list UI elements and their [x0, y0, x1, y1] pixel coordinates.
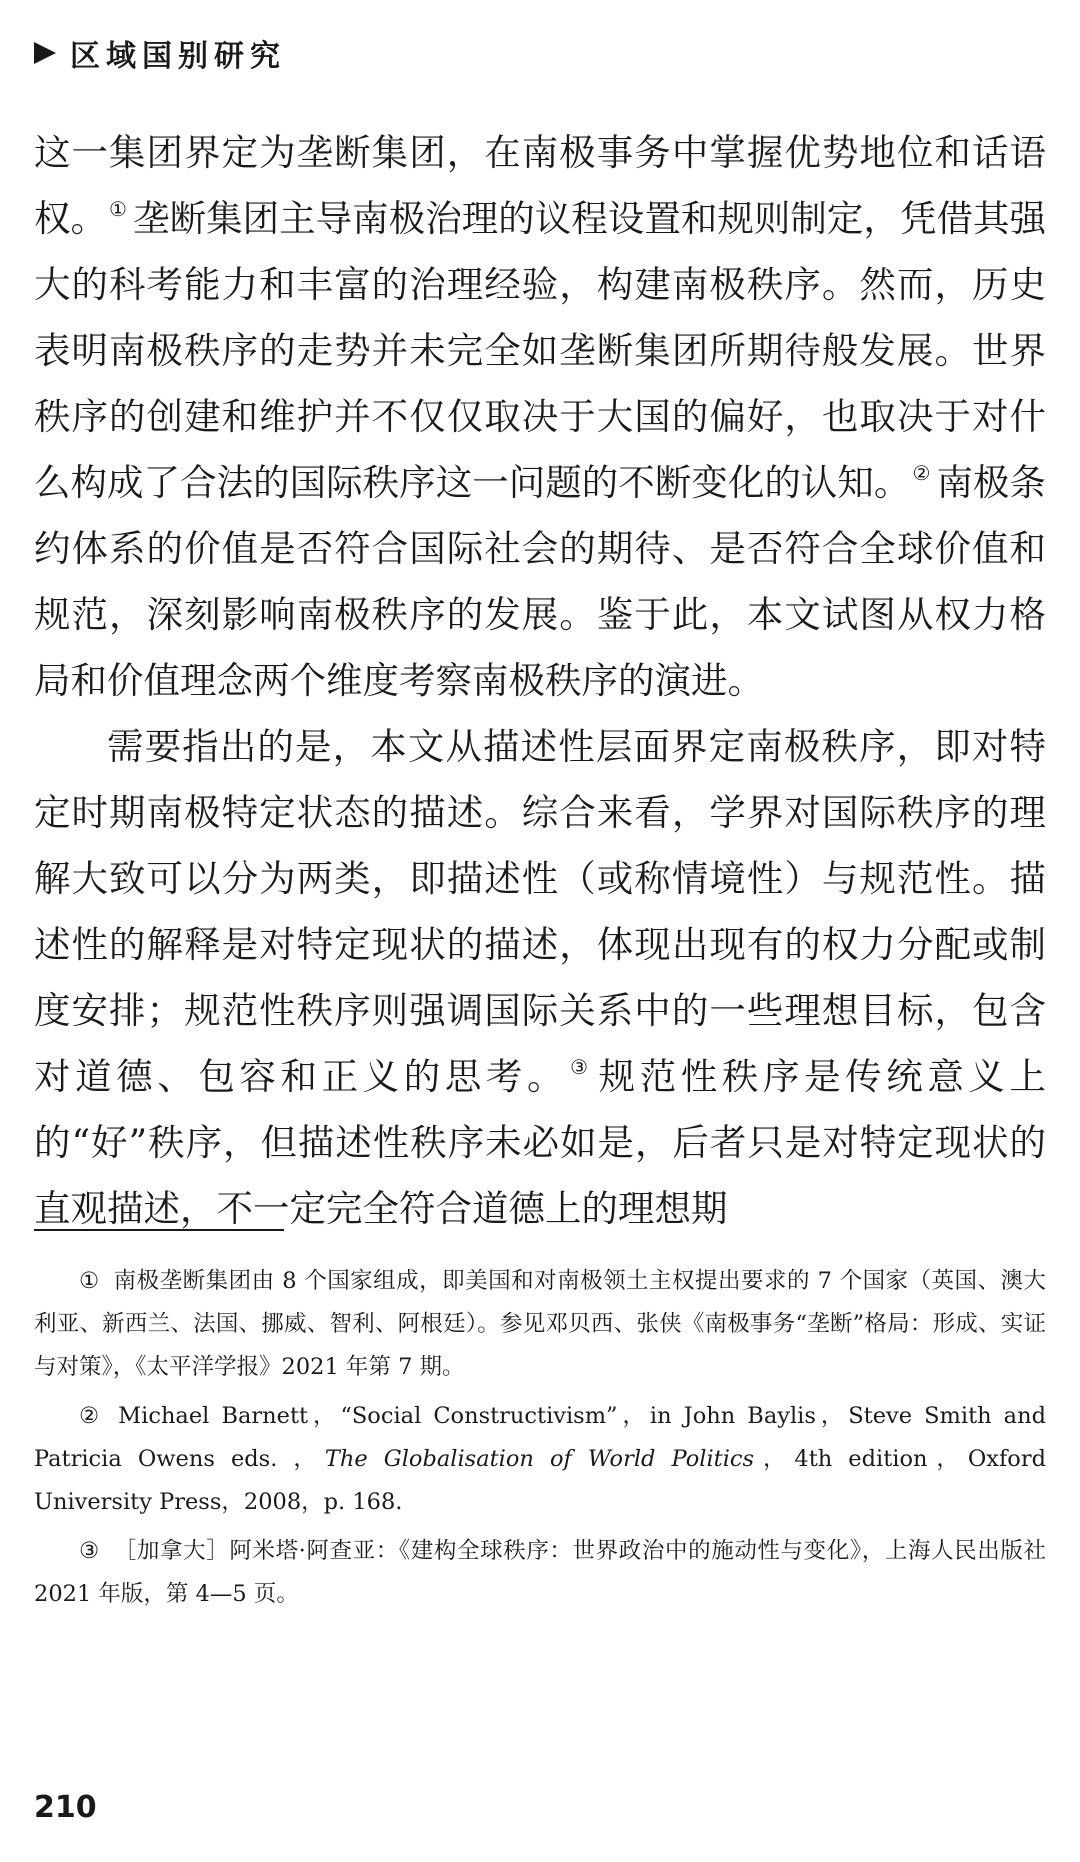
footnote-3 [34, 1530, 1046, 1616]
section-title: 区域国别研究 [70, 39, 286, 74]
footnote-1 [34, 1260, 1046, 1389]
footnote-ref-3[interactable]: ③ [570, 1054, 593, 1079]
footnote-divider [34, 1229, 284, 1231]
footnote-ref-2[interactable]: ② [912, 460, 931, 485]
footnote-text: 南极垄断集团由 8 个国家组成，即美国和对南极领土主权提出要求的 7 个国家（英国、澳大利亚、新西兰、法国、挪威、智利、阿根廷）。参见邓贝西、张侠《南极事务“垄断”格局：形成、实证与对策》，《太平洋学报》2021 年第 7 期。 [34, 1268, 1047, 1380]
footnote-number: ③ [79, 1538, 100, 1564]
paragraph-1 [34, 120, 1046, 714]
footnote-ref-1[interactable]: ① [109, 196, 128, 221]
footnote-text: ［加拿大］阿米塔·阿查亚：《建构全球秩序：世界政治中的施动性与变化》，上海人民出版社 2021 年版，第 4—5 页。 [34, 1538, 1047, 1607]
footnote-text-post: ，4th edition，Oxford University Press，2008，p. 168. [34, 1446, 1046, 1515]
footnote-2 [34, 1395, 1046, 1524]
running-header [34, 28, 286, 78]
paragraph-2-part-b: 规范性秩序是传统意义上的“好”秩序，但描述性秩序未必如是，后者只是对特定现状的直观描述，不一定完全符合道德上的理想期 [34, 1055, 1047, 1230]
paragraph-1-part-b: 垄断集团主导南极治理的议程设置和规则制定，凭借其强大的科考能力和丰富的治理经验，构建南极秩序。然而，历史表明南极秩序的走势并未完全如垄断集团所期待般发展。世界秩序的创建和维护并不仅仅取决于大国的偏好，也取决于对什么构成了合法的国际秩序这一问题的不断变化的认知。 [34, 197, 1047, 504]
paragraph-2 [34, 714, 1046, 1242]
paragraph-1-part-c: 南极条约体系的价值是否符合国际社会的期待、是否符合全球价值和规范，深刻影响南极秩序的发展。鉴于此，本文试图从权力格局和价值理念两个维度考察南极秩序的演进。 [34, 461, 1047, 702]
book-title: The Globalisation of World Politics [324, 1446, 755, 1472]
footnote-number: ① [79, 1268, 100, 1294]
body-text [34, 120, 1046, 1242]
paragraph-1-part-a: 这一集团界定为垄断集团，在南极事务中掌握优势地位和话语权。 [34, 131, 1046, 240]
footnotes [34, 1260, 1046, 1622]
paragraph-2-part-a: 需要指出的是，本文从描述性层面界定南极秩序，即对特定时期南极特定状态的描述。综合来看，学界对国际秩序的理解大致可以分为两类，即描述性（或称情境性）与规范性。描述性的解释是对特定现状的描述，体现出现有的权力分配或制度安排；规范性秩序则强调国际关系中的一些理想目标，包含对道德、包容和正义的思考。 [34, 725, 1046, 1098]
triangle-marker-icon [34, 42, 56, 64]
footnote-text-pre: Michael Barnett，“Social Constructivism”，in John Baylis，Steve Smith and Patricia Owens eds. ， [34, 1403, 1046, 1472]
footnote-number: ② [79, 1403, 105, 1429]
page-number: 210 [34, 1790, 97, 1825]
